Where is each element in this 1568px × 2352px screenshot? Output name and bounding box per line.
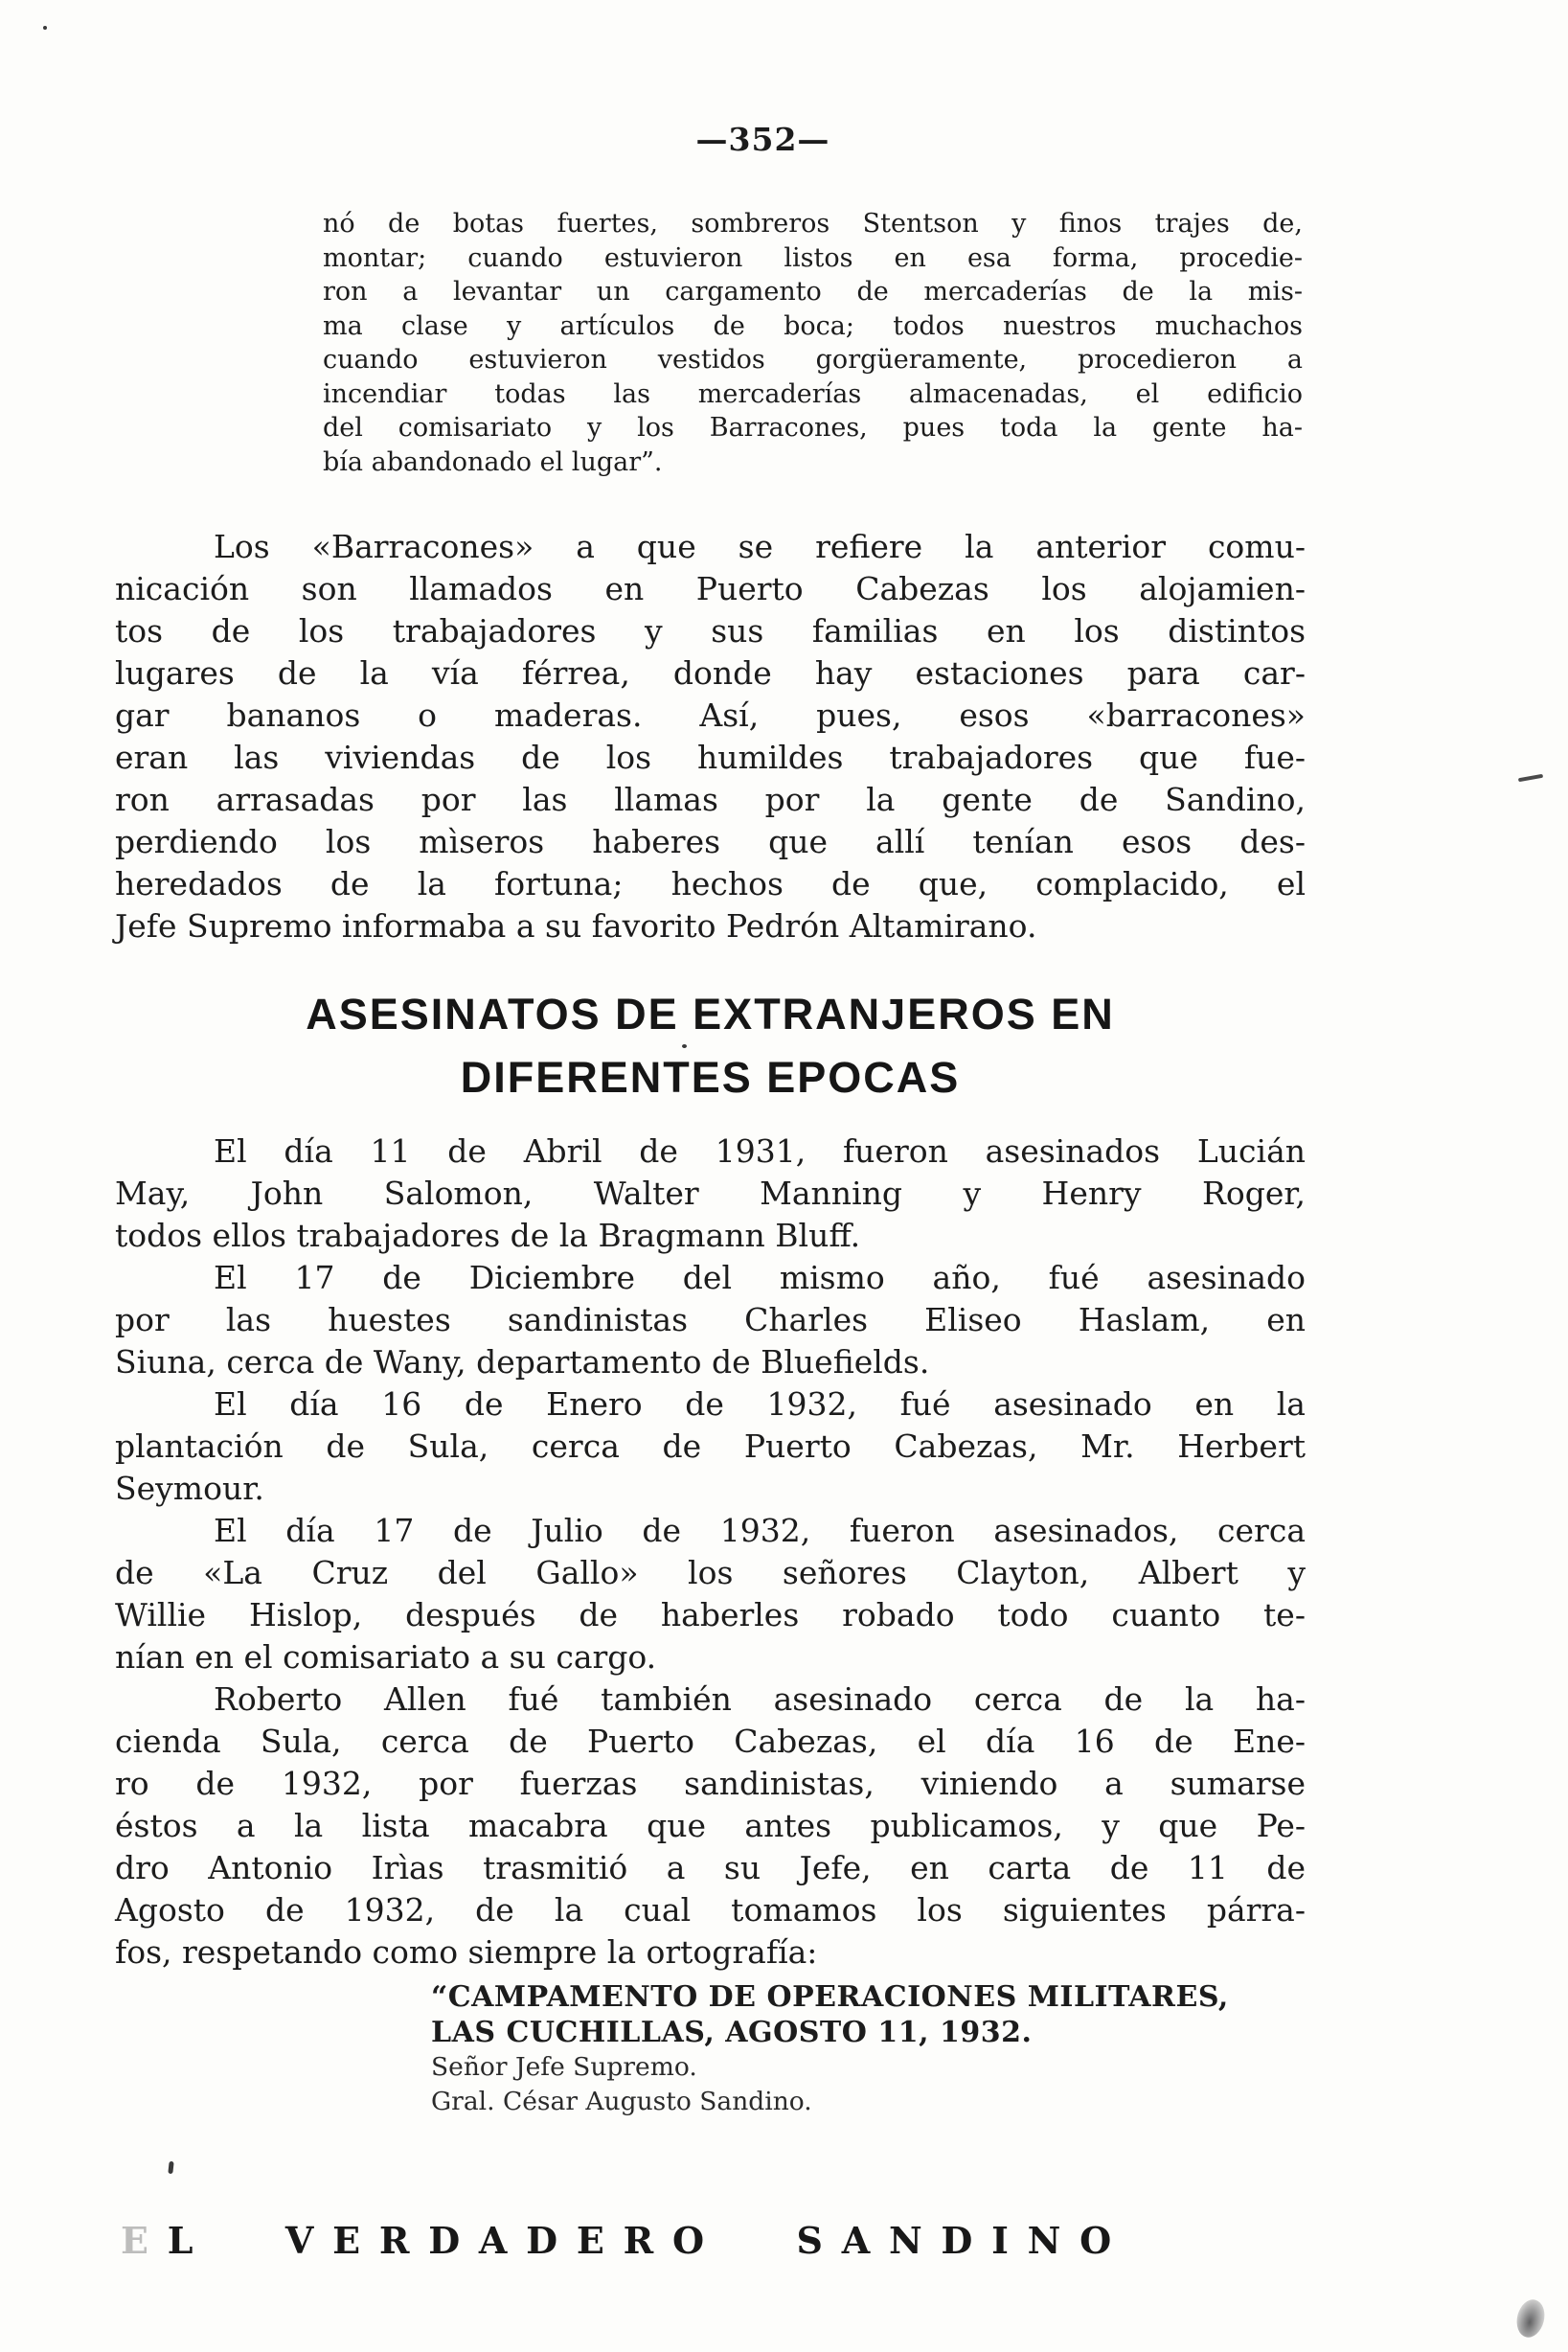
ink-speck [43,26,47,30]
paragraph-diciembre [115,1257,1306,1383]
letter-heading-block [431,1979,1351,2119]
margin-mark [1518,774,1543,782]
letter-camp-line: “CAMPAMENTO DE OPERACIONES MILITARES, [431,1980,1229,2014]
body-line: Agosto de 1932, de la cual tomamos los siguientes párra- [115,1891,1306,1929]
body-line: Jefe Supremo informaba a su favorito Pedrón Altamirano. [115,907,1037,945]
quote-line: ron a levantar un cargamento de mercaderías de la mis- [323,277,1303,307]
body-line: ro de 1932, por fuerzas sandinistas, viniendo a sumarse [115,1765,1306,1802]
body-line: El día 16 de Enero de 1932, fué asesinado en la [214,1385,1306,1423]
body-line: ron arrasadas por las llamas por la gente de Sandino, [115,781,1306,818]
paragraph-abril-1931 [115,1130,1306,1257]
paragraph-roberto-allen [115,1678,1306,1974]
quote-line: nó de botas fuertes, sombreros Stentson y finos trajes de, [323,209,1303,239]
body-line: El día 17 de Julio de 1932, fueron asesinados, cerca [214,1512,1306,1549]
body-line: perdiendo los mìseros haberes que allí tenían esos des- [115,823,1306,860]
body-line: éstos a la lista macabra que antes publicamos, y que Pe- [115,1807,1306,1844]
body-line: fos, respetando como siempre la ortografía: [115,1933,818,1971]
body-line: May, John Salomon, Walter Manning y Henry Roger, [115,1175,1306,1212]
page-number: —352— [695,121,830,158]
body-line: Seymour. [115,1470,264,1507]
body-line: por las huestes sandinistas Charles Eliseo Haslam, en [115,1301,1306,1338]
section-heading [115,983,1306,1109]
letter-addressee-line: Señor Jefe Supremo. [431,2052,697,2082]
scan-smudge [1513,2296,1549,2341]
quote-line: cuando estuvieron vestidos gorgüeramente, procedieron a [323,345,1303,375]
letter-addressee-name-line: Gral. César Augusto Sandino. [431,2087,812,2116]
body-line: Siuna, cerca de Wany, departamento de Bluefields. [115,1343,930,1381]
quote-line: montar; cuando estuvieron listos en esa forma, procedie- [323,242,1303,273]
paragraph-barracones [115,526,1306,948]
quote-line: ma clase y artículos de boca; todos nuestros muchachos [323,310,1303,341]
body-line: El día 11 de Abril de 1931, fueron asesinados Lucián [214,1132,1306,1170]
running-title: EL VERDADERO SANDINO [121,2219,1131,2262]
paragraph-enero-1932 [115,1383,1306,1510]
body-paragraphs [115,1130,1306,1974]
quote-line: incendiar todas las mercaderías almacenadas, el edificio [323,378,1303,409]
quote-line: bía abandonado el lugar”. [323,446,663,477]
section-heading-line-1: ASESINATOS DE EXTRANJEROS EN [306,990,1115,1039]
body-line: Roberto Allen fué también asesinado cerca de la ha- [214,1680,1306,1718]
quote-line: del comisariato y los Barracones, pues toda la gente ha- [323,413,1303,443]
body-line: eran las viviendas de los humildes trabajadores que fue- [115,739,1306,776]
body-line: lugares de la vía férrea, donde hay estaciones para car- [115,654,1306,692]
quoted-communication [323,207,1303,479]
body-line: de «La Cruz del Gallo» los señores Clayton, Albert y [115,1554,1306,1591]
body-line: heredados de la fortuna; hechos de que, complacido, el [115,865,1306,902]
body-line: Los «Barracones» a que se refiere la anterior comu- [214,528,1306,565]
ink-speck [168,2161,173,2174]
body-line: El 17 de Diciembre del mismo año, fué asesinado [214,1259,1306,1296]
body-line: Willie Hislop, después de haberles robado todo cuanto te- [115,1596,1306,1633]
body-line: todos ellos trabajadores de la Bragmann Bluff. [115,1217,861,1254]
section-heading-line-2: DIFERENTES EPOCAS [460,1053,961,1102]
body-line: plantación de Sula, cerca de Puerto Cabezas, Mr. Herbert [115,1427,1306,1465]
body-line: tos de los trabajadores y sus familias en los distintos [115,612,1306,650]
body-line: gar bananos o maderas. Así, pues, esos «barracones» [115,696,1306,734]
body-line: cienda Sula, cerca de Puerto Cabezas, el día 16 de Ene- [115,1723,1306,1760]
body-line: dro Antonio Irìas trasmitió a su Jefe, en carta de 11 de [115,1849,1306,1886]
letter-place-date-line: LAS CUCHILLAS, AGOSTO 11, 1932. [431,2016,1033,2049]
body-line: nicación son llamados en Puerto Cabezas los alojamien- [115,570,1306,607]
body-line: nían en el comisariato a su cargo. [115,1638,657,1676]
paragraph-julio-1932 [115,1510,1306,1678]
ink-speck [682,1044,687,1048]
